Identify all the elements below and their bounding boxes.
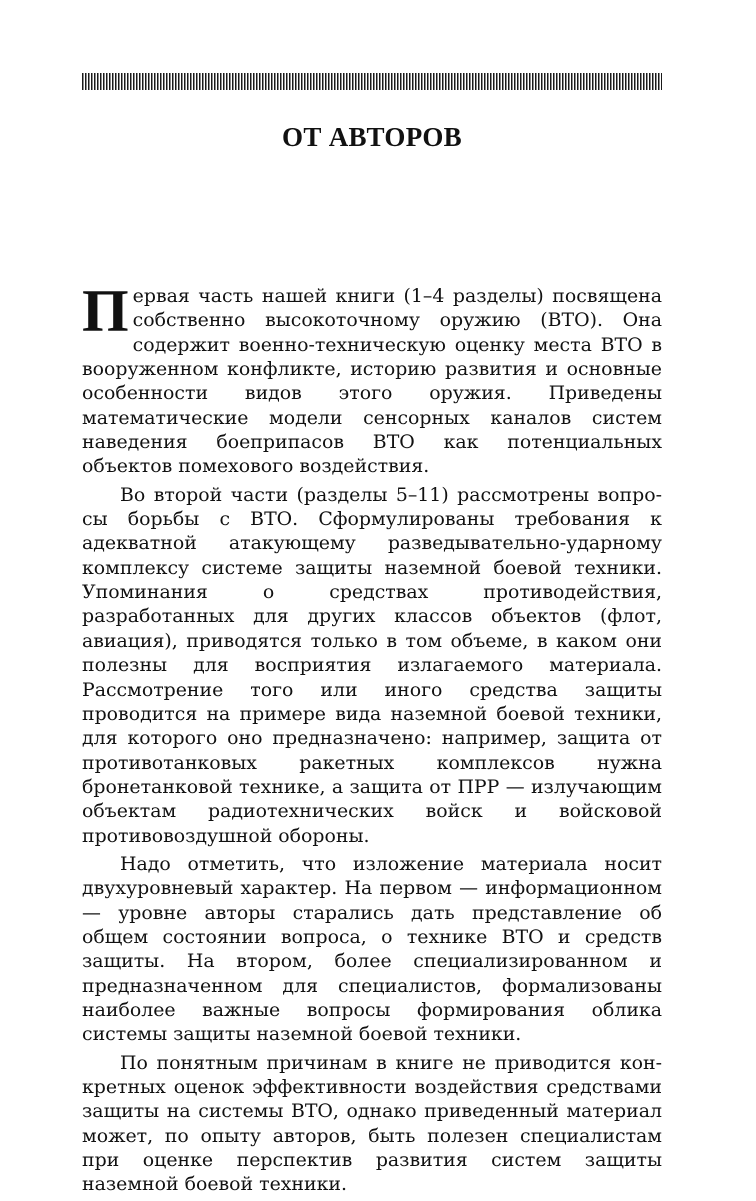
paragraph-3: Надо отметить, что изложение материала носит двухуровневый характер. На первом — информационном — уровне авторы старались дать представление об общем состоянии вопроса, о технике ВТО и средств защиты. На втором, более специализированном и предназначенном для специалистов, формализованы наиболее важные вопросы формирования облика системы защиты наземной боевой техники. xyxy=(82,852,662,1046)
decorative-header-rule xyxy=(82,73,662,90)
paragraph-2: Во второй части (разделы 5–11) рассмотрены вопросы борьбы с ВТО. Сформулированы требования к адекватной атакующему разведывательно-ударному комплексу системе защиты наземной боевой техники. Упоминания о средствах противодействия, разработанных для других классов объектов (флот, авиация), приводятся только в том объеме, в каком они полезны для восприятия излагаемого материала. Рассмотрение того или иного средства защиты проводится на примере вида наземной боевой техники, для которого оно предназначено: например, защита от противотанковых ракетных комплексов нужна бронетанковой технике, а защита от ПРР — излучающим объектам радиотехнических войск и войсковой противовоздушной обороны. xyxy=(82,483,662,847)
paragraph-1 xyxy=(82,278,662,479)
paragraph-4: По понятным причинам в книге не приводится конкретных оценок эффективности воздействия средствами защиты на системы ВТО, однако приведенный материал может, по опыту авторов, быть полезен специалистам при оценке перспектив развития систем защиты наземной боевой техники. xyxy=(82,1051,662,1196)
paragraph-1-text: ервая часть нашей книги (1–4 разделы) посвящена собственно высокоточному оружию (ВТО). Она содержит военно-техническую оценку места ВТО в вооруженном конфликте, историю развития и основные особенности видов этого оружия. Приведены математические модели сенсорных каналов систем наведения боеприпасов ВТО как потенциальных объектов помехового воздействия. xyxy=(82,285,662,478)
body-text xyxy=(82,278,662,1201)
drop-cap: П xyxy=(82,278,129,344)
chapter-title: ОТ АВТОРОВ xyxy=(282,122,462,152)
